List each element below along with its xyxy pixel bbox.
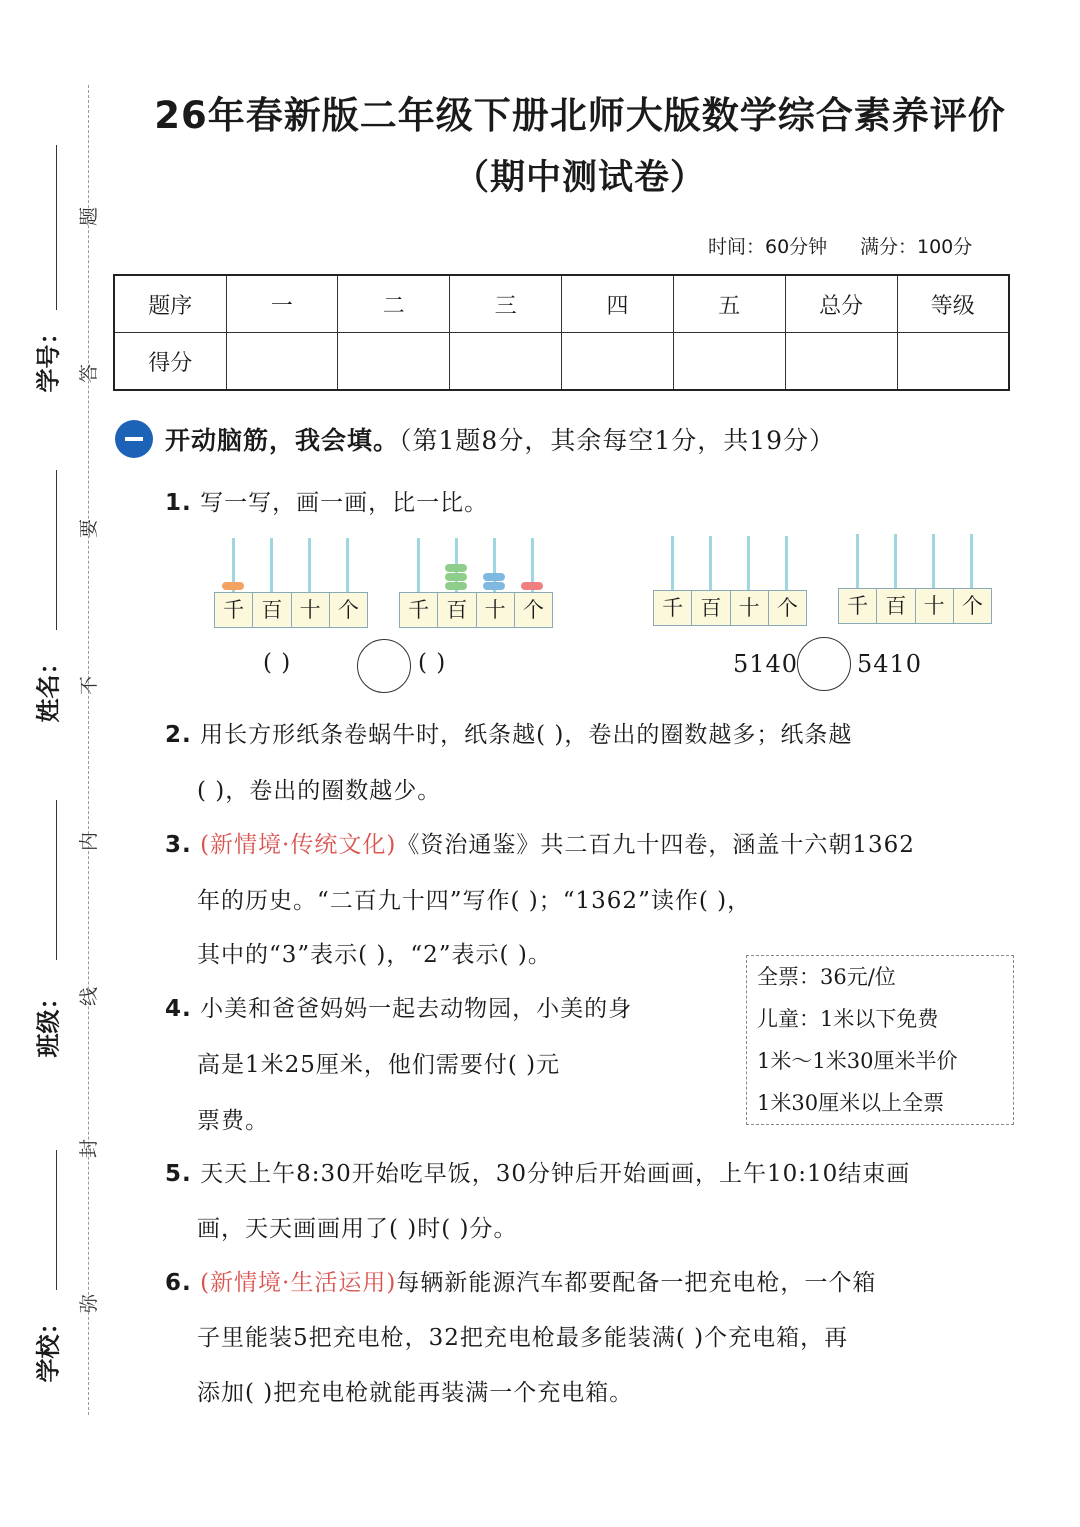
question-6-line-2: 子里能装5把充电枪，32把充电枪最多能装满( )个充电箱，再 <box>197 1325 849 1351</box>
question-tag: (新情境·传统文化) <box>200 832 397 858</box>
abacus-rod <box>894 534 897 590</box>
question-tag: (新情境·生活运用) <box>200 1270 397 1296</box>
row-label-cell: 得分 <box>114 333 226 391</box>
place-label: 十 <box>916 589 954 623</box>
place-label: 千 <box>839 589 877 623</box>
page-title: 26年春新版二年级下册北师大版数学综合素养评价 <box>154 94 1006 137</box>
school-label: 学校： <box>34 1310 63 1383</box>
abacus-bead <box>483 582 505 590</box>
answer-blank[interactable]: ( ) <box>263 650 292 676</box>
id-writing-line <box>56 145 57 310</box>
answer-blank[interactable]: ( ) <box>418 650 447 676</box>
question-3-line-2: 年的历史。“二百九十四”写作( )；“1362”读作( )， <box>197 888 752 914</box>
score-table <box>113 274 1010 391</box>
place-value-labels <box>399 592 553 628</box>
abacus-2 <box>399 538 553 628</box>
question-text: 天天上午8:30开始吃早饭，30分钟后开始画画，上午10:10结束画 <box>200 1161 911 1187</box>
question-4-line-3: 票费。 <box>197 1108 269 1134</box>
question-6-line-3: 添加( )把充电枪就能再装满一个充电箱。 <box>197 1380 634 1406</box>
seal-char: 答 <box>78 363 101 384</box>
abacus-rod <box>308 538 311 594</box>
table-header-row <box>114 275 1009 333</box>
score-cell[interactable] <box>450 333 562 391</box>
place-label: 百 <box>253 593 291 627</box>
table-row <box>114 333 1009 391</box>
question-number: 4. <box>165 996 192 1022</box>
question-number: 5. <box>165 1161 192 1187</box>
question-number: 1. <box>165 490 192 516</box>
place-label: 十 <box>292 593 330 627</box>
seal-char: 封 <box>78 1138 101 1159</box>
question-5 <box>165 1155 910 1188</box>
seal-dashed-line <box>88 85 89 1415</box>
score-cell[interactable] <box>673 333 785 391</box>
table-header-cell: 二 <box>338 275 450 333</box>
abacus-bead <box>521 582 543 590</box>
question-3-line-3: 其中的“3”表示( )，“2”表示( )。 <box>197 942 552 968</box>
class-label: 班级： <box>34 985 63 1058</box>
table-header-cell: 题序 <box>114 275 226 333</box>
question-text: 《资治通鉴》共二百九十四卷，涵盖十六朝1362 <box>396 832 915 858</box>
question-text: 写一写，画一画，比一比。 <box>200 490 489 516</box>
student-name-label: 姓名： <box>34 650 63 723</box>
question-1 <box>165 484 488 517</box>
section-title-main: 开动脑筋，我会填。 <box>165 426 400 455</box>
place-label: 个 <box>776 596 798 620</box>
question-number: 3. <box>165 832 192 858</box>
question-6 <box>165 1264 876 1297</box>
full-score: 满分：100分 <box>860 236 973 258</box>
abacus-rod <box>856 534 859 590</box>
table-header-cell: 五 <box>673 275 785 333</box>
student-id-label: 学号： <box>34 320 63 393</box>
price-rule: 全票：36元/位 <box>757 965 896 989</box>
section-score-note: （第1题8分，其余每空1分，共19分） <box>399 426 836 455</box>
seal-char: 题 <box>78 206 101 227</box>
score-cell[interactable] <box>338 333 450 391</box>
place-value-labels <box>653 590 807 626</box>
place-label: 十 <box>731 591 769 625</box>
compare-circle[interactable] <box>797 637 851 691</box>
compare-circle[interactable] <box>357 639 411 693</box>
seal-char: 不 <box>78 675 101 696</box>
question-text: 用长方形纸条卷蜗牛时，纸条越( )，卷出的圈数越多；纸条越 <box>200 722 853 748</box>
seal-char: 线 <box>78 986 101 1007</box>
ticket-price-box <box>746 955 1014 1125</box>
exam-time: 时间：60分钟 <box>708 236 828 258</box>
place-value-labels <box>838 588 992 624</box>
question-text: 每辆新能源汽车都要配备一把充电枪，一个箱 <box>396 1270 877 1296</box>
abacus-4 <box>838 534 992 624</box>
abacus-rod <box>785 536 788 592</box>
abacus-rod <box>270 538 273 594</box>
place-label: 个 <box>522 598 544 622</box>
abacus-1 <box>214 538 368 628</box>
place-label: 千 <box>654 591 692 625</box>
place-label: 千 <box>400 593 438 627</box>
question-number: 6. <box>165 1270 192 1296</box>
name-writing-line <box>56 470 57 630</box>
class-writing-line <box>56 800 57 960</box>
seal-char: 要 <box>78 518 101 539</box>
place-label: 十 <box>477 593 515 627</box>
question-text: 小美和爸爸妈妈一起去动物园，小美的身 <box>200 996 633 1022</box>
abacus-bead <box>445 573 467 581</box>
score-cell[interactable] <box>897 333 1009 391</box>
place-label: 个 <box>961 594 983 618</box>
question-number: 2. <box>165 722 192 748</box>
question-3 <box>165 826 915 859</box>
place-label: 百 <box>877 589 915 623</box>
abacus-rod <box>346 538 349 594</box>
abacus-rod <box>970 534 973 590</box>
section-one-badge-icon <box>115 420 153 458</box>
place-value-labels <box>214 592 368 628</box>
place-label: 百 <box>438 593 476 627</box>
place-label: 个 <box>337 598 359 622</box>
question-4-line-2: 高是1米25厘米，他们需要付( )元 <box>197 1052 561 1078</box>
abacus-bead <box>445 564 467 572</box>
seal-char: 弥 <box>78 1293 101 1314</box>
question-5-line-2: 画，天天画画用了( )时( )分。 <box>197 1216 518 1242</box>
table-header-cell: 一 <box>226 275 338 333</box>
question-2 <box>165 716 852 749</box>
question-2-line-2: ( )，卷出的圈数越少。 <box>197 778 442 804</box>
price-rule: 儿童：1米以下免费 <box>757 1007 939 1031</box>
question-4 <box>165 990 632 1023</box>
seal-char: 内 <box>78 831 101 852</box>
abacus-rod <box>417 538 420 594</box>
table-header-cell: 等级 <box>897 275 1009 333</box>
price-rule: 1米～1米30厘米半价 <box>757 1049 958 1073</box>
abacus-rod <box>932 534 935 590</box>
abacus-rod <box>747 536 750 592</box>
abacus-3 <box>653 536 807 626</box>
table-header-cell: 四 <box>562 275 674 333</box>
place-label: 百 <box>692 591 730 625</box>
section-title <box>165 421 835 457</box>
place-label: 千 <box>215 593 253 627</box>
table-header-cell: 三 <box>450 275 562 333</box>
price-rule: 1米30厘米以上全票 <box>757 1091 945 1115</box>
table-header-cell: 总分 <box>785 275 897 333</box>
score-cell[interactable] <box>226 333 338 391</box>
abacus-rod <box>671 536 674 592</box>
score-cell[interactable] <box>785 333 897 391</box>
abacus-bead <box>222 582 244 590</box>
school-writing-line <box>56 1150 57 1290</box>
compare-number-right: 5410 <box>857 650 923 678</box>
abacus-rod <box>709 536 712 592</box>
abacus-bead <box>483 573 505 581</box>
abacus-bead <box>445 582 467 590</box>
compare-number-left: 5140 <box>733 650 799 678</box>
page-subtitle: （期中测试卷） <box>453 158 706 198</box>
score-cell[interactable] <box>562 333 674 391</box>
